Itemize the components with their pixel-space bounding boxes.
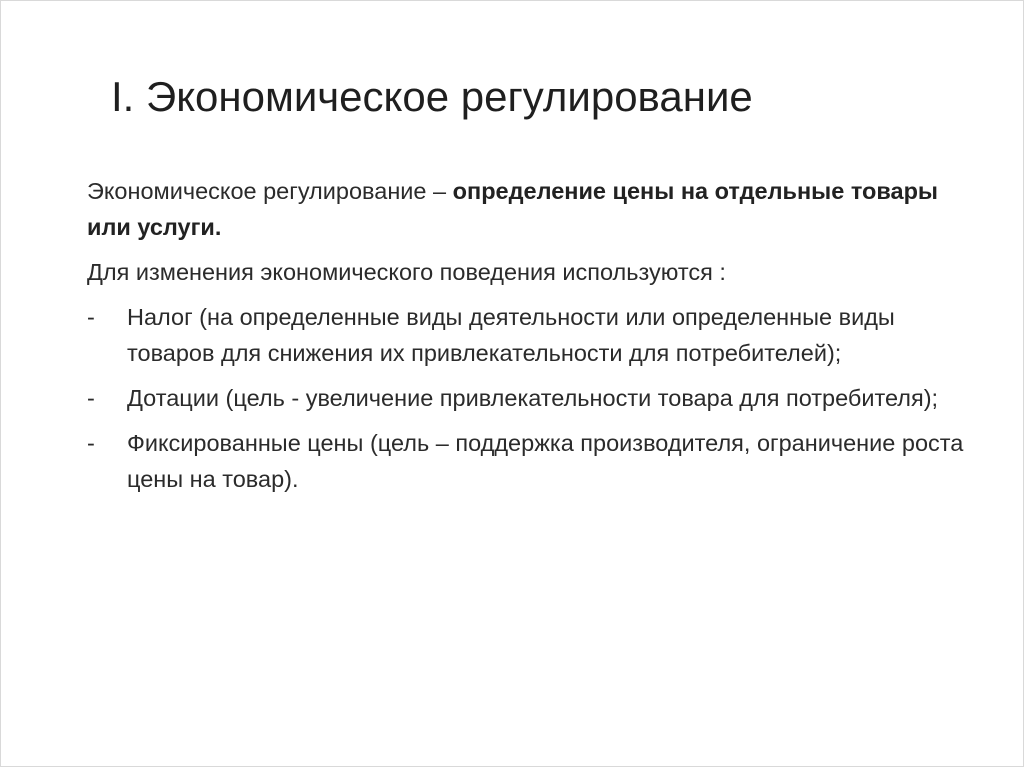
slide-body <box>87 173 967 497</box>
list-item-text: Фиксированные цены (цель – поддержка производителя, ограничение роста цены на товар). <box>127 430 964 492</box>
bullet-dash: - <box>87 430 95 456</box>
list-item-subsidies <box>87 380 967 416</box>
list-item-fixed-prices <box>87 425 967 497</box>
list-item-text: Дотации (цель - увеличение привлекательности товара для потребителя); <box>127 385 939 411</box>
list-item-text: Налог (на определенные виды деятельности или определенные виды товаров для снижения их привлекательности для потребителей); <box>127 304 895 366</box>
bullet-dash: - <box>87 304 95 330</box>
definition-paragraph <box>87 173 967 245</box>
bullet-dash: - <box>87 385 95 411</box>
bullet-list <box>87 299 967 497</box>
definition-term: Экономическое регулирование – <box>87 178 453 204</box>
list-item-tax <box>87 299 967 371</box>
definition-text: определение цены на отдельные товары или услуги. <box>87 178 939 240</box>
intro-paragraph: Для изменения экономического поведения используются : <box>87 259 726 285</box>
slide-title: I. Экономическое регулирование <box>111 73 753 120</box>
